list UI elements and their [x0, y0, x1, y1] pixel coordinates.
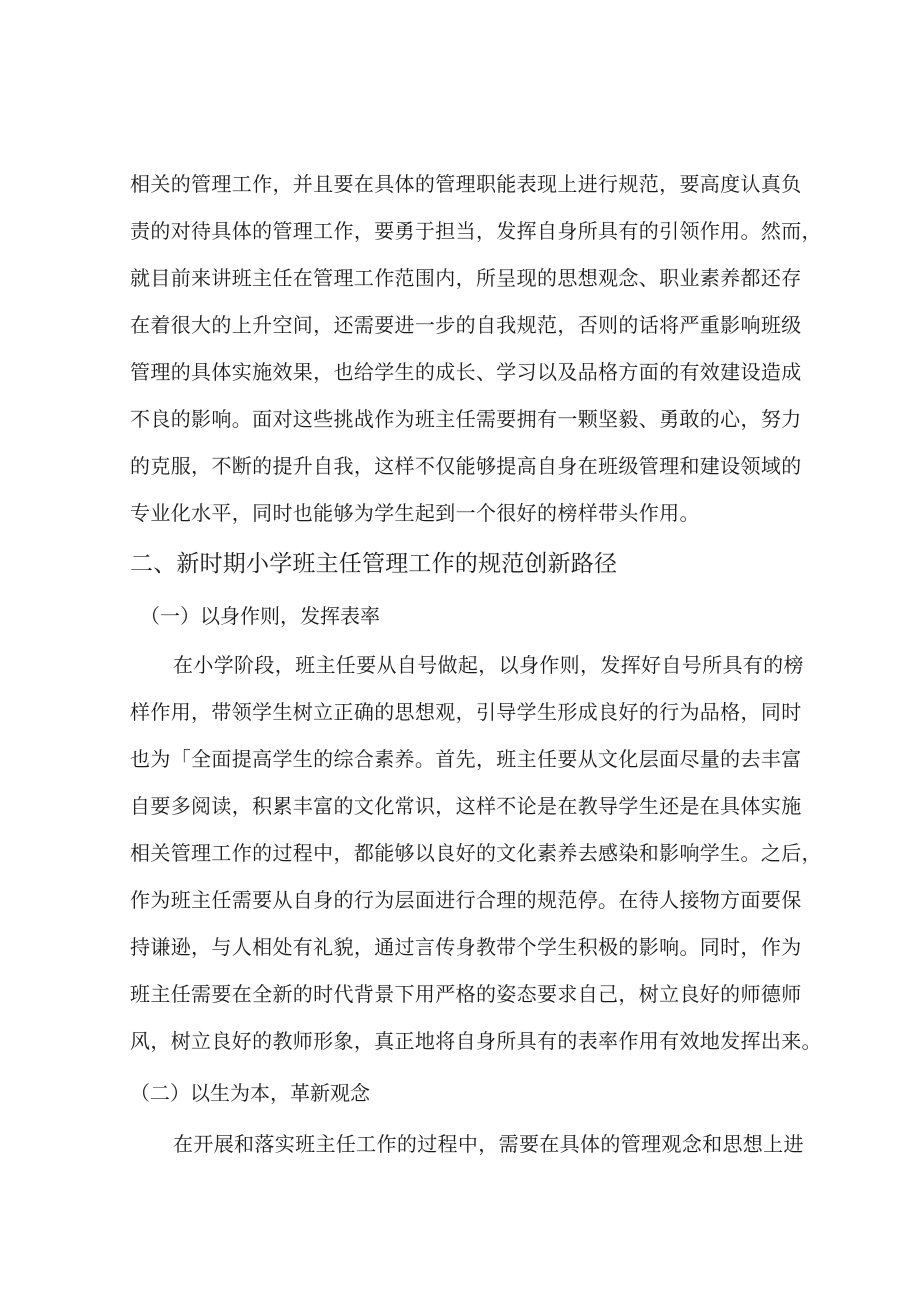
paragraph-line: 在开展和落实班主任工作的过程中，需要在具体的管理观念和思想上进 [173, 1132, 804, 1156]
subsection-heading: （二）以生为本，革新观念 [130, 1081, 370, 1105]
paragraph-line: 风，树立良好的教师形象，真正地将自身所具有的表率作用有效地发挥出来。 [130, 1029, 822, 1053]
paragraph-line: 的克服，不断的提升自我，这样不仅能够提高自身在班级管理和建设领域的 [130, 454, 802, 478]
paragraph-line: 就目前来讲班主任在管理工作范围内，所呈现的思想观念、职业素养都还存 [130, 266, 802, 290]
paragraph-line: 样作用，带领学生树立正确的思想观，引导学生形成良好的行为品格，同时 [130, 700, 802, 724]
paragraph-line: 相关管理工作的过程中，都能够以良好的文化素养去感染和影响学生。之后， [130, 841, 822, 865]
paragraph-line: 也为「全面提高学生的综合素养。首先，班主任要从文化层面尽量的去丰富 [130, 747, 802, 771]
paragraph-line: 责的对待具体的管理工作，要勇于担当，发挥自身所具有的引领作用。然而， [130, 219, 822, 243]
paragraph-line: 相关的管理工作，并且要在具体的管理职能表现上进行规范，要高度认真负 [130, 172, 802, 196]
paragraph-line: 不良的影响。面对这些挑战作为班主任需要拥有一颗坚毅、勇敢的心，努力 [130, 407, 802, 431]
paragraph-line: 自要多阅读，积累丰富的文化常识，这样不论是在教导学生还是在具体实施 [130, 794, 802, 818]
subsection-heading: （一）以身作则，发挥表率 [140, 604, 380, 628]
paragraph-line: 作为班主任需要从自身的行为层面进行合理的规范停。在待人接物方面要保 [130, 888, 802, 912]
paragraph-line: 班主任需要在全新的时代背景下用严格的姿态要求自己，树立良好的师德师 [130, 982, 802, 1006]
paragraph-line: 持谦逊，与人相处有礼貌，通过言传身教带个学生积极的影响。同时，作为 [130, 935, 802, 959]
paragraph-line: 专业化水平，同时也能够为学生起到一个很好的榜样带头作用。 [130, 501, 700, 525]
paragraph-line: 在着很大的上升空间，还需要进一步的自我规范，否则的话将严重影响班级 [130, 313, 802, 337]
paragraph-line: 在小学阶段，班主任要从自号做起，以身作则，发挥好自号所具有的榜 [173, 653, 804, 677]
paragraph-line: 管理的具体实施效果，也给学生的成长、学习以及品格方面的有效建设造成 [130, 360, 802, 384]
section-heading: 二、新时期小学班主任管理工作的规范创新路径 [130, 551, 618, 577]
